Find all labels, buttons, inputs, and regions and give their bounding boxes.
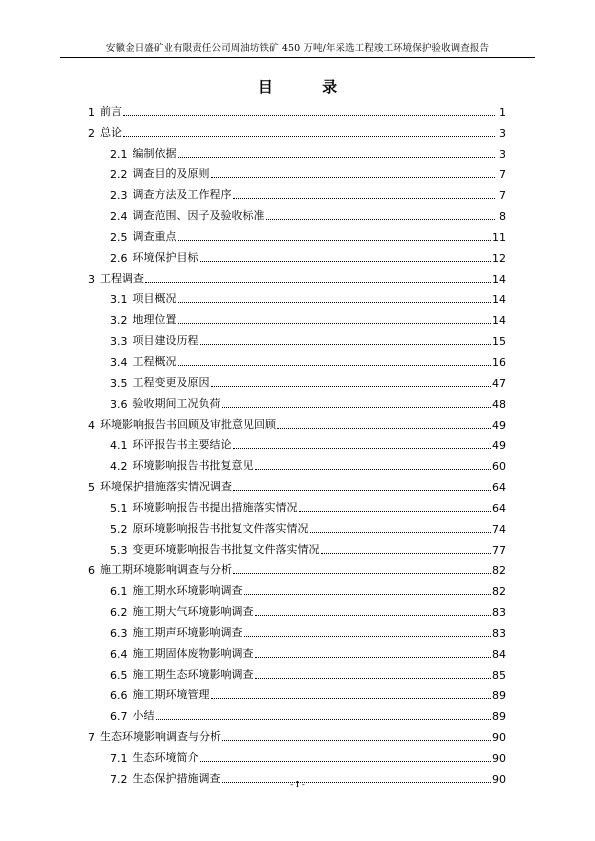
toc-entry-label: 编制依据 bbox=[132, 146, 177, 160]
toc-entry-page: 49 bbox=[492, 439, 506, 453]
toc-entry-label: 施工期环境影响调查与分析 bbox=[100, 563, 232, 577]
toc-entry-page: 74 bbox=[492, 522, 506, 536]
toc-entry-number: 6.1 bbox=[110, 585, 128, 599]
toc-entry-page: 64 bbox=[492, 501, 506, 515]
toc-entry-page: 14 bbox=[492, 272, 506, 286]
toc-entry[interactable] bbox=[88, 432, 506, 453]
toc-entry-number: 7 bbox=[88, 731, 95, 745]
toc-entry-number: 5.2 bbox=[110, 522, 128, 536]
toc-entry-number: 3.2 bbox=[110, 314, 128, 328]
table-of-contents bbox=[88, 98, 506, 786]
toc-entry[interactable] bbox=[88, 536, 506, 557]
toc-entry[interactable] bbox=[88, 661, 506, 682]
toc-entry-number: 2.3 bbox=[110, 189, 128, 203]
page-header: 安徽金日盛矿业有限责任公司周油坊铁矿 450 万吨/年采选工程竣工环境保护验收调查报告 bbox=[60, 40, 535, 58]
toc-entry-label: 小结 bbox=[132, 709, 155, 723]
toc-entry-number: 2.1 bbox=[110, 147, 128, 161]
toc-dot-leader bbox=[178, 364, 492, 366]
toc-entry-number: 7.1 bbox=[110, 752, 128, 765]
toc-dot-leader bbox=[178, 322, 492, 324]
toc-entry-number: 7.2 bbox=[110, 772, 128, 786]
toc-entry-label: 环境影响报告书提出措施落实情况 bbox=[132, 500, 298, 514]
toc-entry-label: 生态保护措施调查 bbox=[132, 771, 221, 785]
toc-entry-label: 环境保护措施落实情况调查 bbox=[100, 480, 232, 494]
toc-dot-leader bbox=[211, 176, 496, 178]
toc-entry[interactable] bbox=[88, 598, 506, 619]
toc-entry[interactable] bbox=[88, 577, 506, 598]
page-title: 目 录 bbox=[257, 78, 360, 96]
toc-entry-label: 地理位置 bbox=[132, 313, 177, 327]
toc-dot-leader bbox=[123, 135, 495, 137]
toc-dot-leader bbox=[178, 301, 492, 303]
toc-entry-label: 环境保护目标 bbox=[132, 250, 199, 264]
toc-entry-number: 3.6 bbox=[110, 397, 128, 411]
toc-entry-page: 83 bbox=[492, 626, 506, 640]
toc-entry-page: 14 bbox=[492, 314, 506, 328]
toc-entry-number: 2.2 bbox=[110, 168, 128, 182]
toc-dot-leader bbox=[222, 739, 491, 741]
toc-entry-number: 3 bbox=[88, 272, 95, 286]
toc-entry[interactable] bbox=[88, 140, 506, 161]
toc-entry-page: 11 bbox=[492, 230, 506, 244]
toc-entry[interactable] bbox=[88, 682, 506, 703]
toc-entry-page: 12 bbox=[492, 251, 506, 265]
toc-entry-page: 60 bbox=[492, 460, 506, 474]
toc-entry[interactable] bbox=[88, 369, 506, 390]
toc-entry[interactable] bbox=[88, 202, 506, 223]
toc-entry[interactable] bbox=[88, 619, 506, 640]
toc-entry-label: 调查目的及原则 bbox=[132, 167, 210, 181]
toc-entry[interactable] bbox=[88, 390, 506, 411]
toc-entry-page: 89 bbox=[492, 689, 506, 703]
toc-dot-leader bbox=[123, 114, 495, 116]
toc-entry-label: 项目概况 bbox=[132, 292, 177, 306]
toc-entry-label: 环评报告书主要结论 bbox=[132, 438, 232, 452]
toc-entry[interactable] bbox=[88, 494, 506, 515]
toc-entry-label: 施工期声环境影响调查 bbox=[132, 625, 243, 639]
toc-dot-leader bbox=[299, 510, 492, 512]
toc-dot-leader bbox=[277, 427, 491, 429]
toc-dot-leader bbox=[200, 760, 492, 762]
toc-dot-leader bbox=[233, 197, 496, 199]
toc-entry[interactable] bbox=[88, 723, 506, 744]
toc-entry-page: 3 bbox=[499, 147, 506, 161]
toc-dot-leader bbox=[178, 239, 492, 241]
toc-dot-leader bbox=[211, 385, 492, 387]
toc-entry-page: 85 bbox=[492, 668, 506, 682]
toc-entry-label: 原环境影响报告书批复文件落实情况 bbox=[132, 521, 309, 535]
toc-entry-page: 7 bbox=[499, 189, 506, 203]
toc-dot-leader bbox=[244, 635, 492, 637]
toc-dot-leader bbox=[310, 531, 492, 533]
toc-entry-number: 6.5 bbox=[110, 668, 128, 682]
toc-dot-leader bbox=[145, 281, 491, 283]
toc-entry-page: 82 bbox=[492, 564, 506, 578]
toc-dot-leader bbox=[178, 156, 496, 158]
toc-entry-page: 14 bbox=[492, 293, 506, 307]
toc-entry-number: 3.1 bbox=[110, 293, 128, 307]
toc-entry-page: 90 bbox=[492, 731, 506, 745]
toc-entry[interactable] bbox=[88, 557, 506, 578]
toc-entry-label: 前言 bbox=[100, 104, 122, 118]
toc-entry[interactable] bbox=[88, 348, 506, 369]
toc-entry-number: 2.5 bbox=[110, 230, 128, 244]
toc-entry-number: 4 bbox=[88, 418, 95, 432]
toc-dot-leader bbox=[255, 468, 492, 470]
toc-entry-number: 4.2 bbox=[110, 460, 128, 474]
toc-entry-page: 64 bbox=[492, 481, 506, 495]
toc-entry-page: 48 bbox=[492, 397, 506, 411]
toc-dot-leader bbox=[222, 406, 492, 408]
toc-entry[interactable] bbox=[88, 452, 506, 473]
toc-entry-page: 89 bbox=[492, 710, 506, 724]
toc-entry-label: 总论 bbox=[100, 125, 122, 139]
toc-entry-label: 施工期环境管理 bbox=[132, 688, 210, 702]
toc-entry-label: 调查范围、因子及验收标准 bbox=[132, 209, 265, 223]
toc-entry[interactable] bbox=[88, 119, 506, 140]
toc-entry-label: 工程变更及原因 bbox=[132, 375, 210, 389]
toc-entry-number: 2.4 bbox=[110, 210, 128, 224]
toc-entry[interactable] bbox=[88, 640, 506, 661]
toc-dot-leader bbox=[233, 447, 492, 449]
toc-entry-label: 调查方法及工作程序 bbox=[132, 188, 232, 202]
toc-dot-leader bbox=[200, 343, 492, 345]
toc-entry-label: 项目建设历程 bbox=[132, 334, 199, 348]
toc-entry-page: 84 bbox=[492, 647, 506, 661]
toc-dot-leader bbox=[233, 489, 491, 491]
toc-dot-leader bbox=[244, 593, 492, 595]
toc-entry[interactable] bbox=[88, 223, 506, 244]
toc-entry-label: 验收期间工况负荷 bbox=[132, 396, 221, 410]
toc-entry-number: 5 bbox=[88, 481, 95, 495]
toc-dot-leader bbox=[266, 218, 496, 220]
toc-entry-number: 5.3 bbox=[110, 543, 128, 557]
toc-entry-number: 1 bbox=[88, 105, 95, 119]
toc-dot-leader bbox=[255, 677, 492, 679]
toc-entry-page: 82 bbox=[492, 585, 506, 599]
toc-entry-number: 3.4 bbox=[110, 355, 128, 369]
toc-entry-page: 90 bbox=[492, 752, 506, 765]
toc-entry-number: 6.6 bbox=[110, 689, 128, 703]
toc-dot-leader bbox=[156, 718, 492, 720]
toc-dot-leader bbox=[255, 656, 492, 658]
toc-entry[interactable] bbox=[88, 265, 506, 286]
toc-entry-number: 6.2 bbox=[110, 606, 128, 620]
toc-entry[interactable] bbox=[88, 327, 506, 348]
toc-entry-page: 3 bbox=[499, 126, 506, 140]
toc-entry-number: 6.3 bbox=[110, 626, 128, 640]
toc-entry-page: 47 bbox=[492, 376, 506, 390]
toc-entry-label: 施工期大气环境影响调查 bbox=[132, 605, 254, 619]
toc-entry-page: 90 bbox=[492, 772, 506, 786]
toc-entry-number: 5.1 bbox=[110, 501, 128, 515]
toc-entry-label: 生态环境影响调查与分析 bbox=[100, 730, 221, 744]
toc-entry-label: 施工期生态环境影响调查 bbox=[132, 667, 254, 681]
toc-entry[interactable] bbox=[88, 98, 506, 119]
toc-entry-page: 7 bbox=[499, 168, 506, 182]
toc-entry-label: 环境影响报告书回顾及审批意见回顾 bbox=[100, 417, 276, 431]
toc-entry-label: 工程调查 bbox=[100, 271, 144, 285]
toc-entry-label: 调查重点 bbox=[132, 229, 177, 243]
toc-entry[interactable] bbox=[88, 411, 506, 432]
toc-dot-leader bbox=[233, 572, 491, 574]
toc-entry-page: 83 bbox=[492, 606, 506, 620]
toc-entry-page: 8 bbox=[499, 210, 506, 224]
toc-entry[interactable] bbox=[88, 306, 506, 327]
toc-entry[interactable] bbox=[88, 515, 506, 536]
toc-entry-number: 2.6 bbox=[110, 251, 128, 265]
toc-dot-leader bbox=[321, 552, 492, 554]
toc-entry[interactable] bbox=[88, 161, 506, 182]
page-number: - I - bbox=[290, 780, 305, 790]
toc-entry-number: 6.4 bbox=[110, 647, 128, 661]
toc-entry-number: 3.5 bbox=[110, 376, 128, 390]
toc-entry-number: 2 bbox=[88, 126, 95, 140]
toc-entry-number: 6 bbox=[88, 564, 95, 578]
toc-entry-number: 4.1 bbox=[110, 439, 128, 453]
toc-entry[interactable] bbox=[88, 702, 506, 723]
toc-entry-page: 16 bbox=[492, 355, 506, 369]
toc-entry[interactable] bbox=[88, 473, 506, 494]
toc-entry-label: 施工期固体废物影响调查 bbox=[132, 646, 254, 660]
toc-dot-leader bbox=[200, 260, 492, 262]
toc-entry-label: 变更环境影响报告书批复文件落实情况 bbox=[132, 542, 320, 556]
toc-entry-label: 环境影响报告书批复意见 bbox=[132, 459, 254, 473]
toc-dot-leader bbox=[211, 697, 492, 699]
toc-entry-page: 1 bbox=[499, 105, 506, 119]
toc-entry-label: 施工期水环境影响调查 bbox=[132, 584, 243, 598]
toc-entry[interactable] bbox=[88, 181, 506, 202]
toc-entry-page: 77 bbox=[492, 543, 506, 557]
toc-entry[interactable] bbox=[88, 744, 506, 765]
toc-entry-number: 6.7 bbox=[110, 710, 128, 724]
toc-entry-label: 生态环境简介 bbox=[132, 751, 199, 764]
toc-entry-page: 49 bbox=[492, 418, 506, 432]
toc-entry[interactable] bbox=[88, 244, 506, 265]
toc-entry-page: 15 bbox=[492, 335, 506, 349]
toc-dot-leader bbox=[255, 614, 492, 616]
toc-entry-label: 工程概况 bbox=[132, 354, 177, 368]
toc-entry-number: 3.3 bbox=[110, 335, 128, 349]
toc-entry[interactable] bbox=[88, 286, 506, 307]
